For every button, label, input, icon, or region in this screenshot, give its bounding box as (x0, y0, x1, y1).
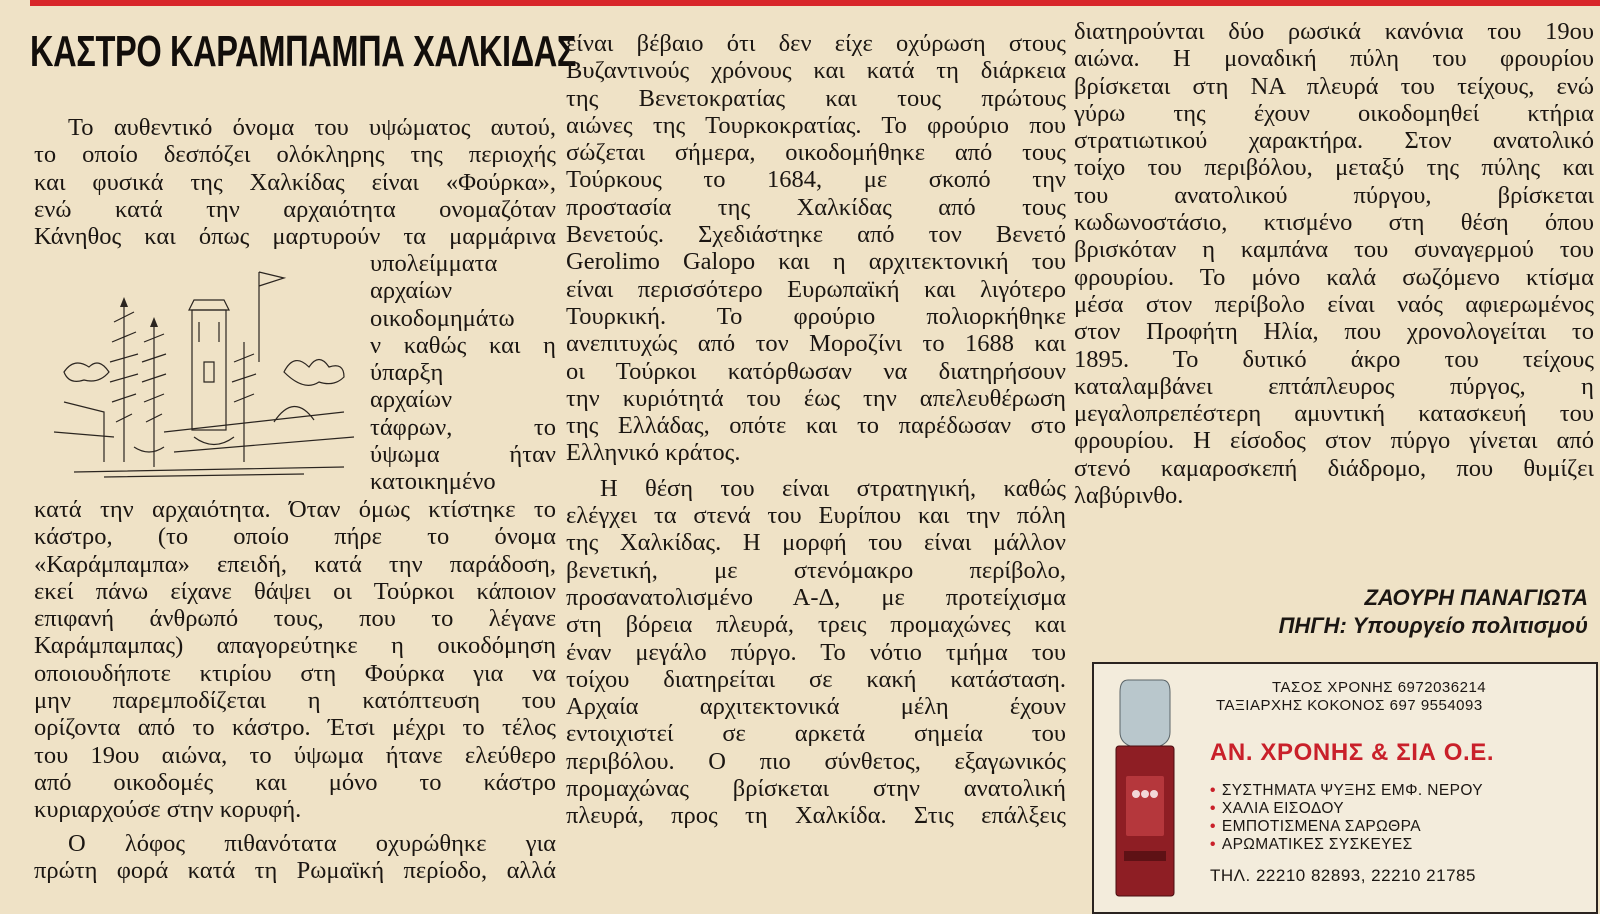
product-item (1210, 782, 1483, 800)
text-line: του 19ου αιώνα, το ύψωμα ήτανε ελεύθερο (34, 741, 556, 769)
bullet-icon: • (1210, 800, 1216, 817)
text-line: τάφρων, το (370, 413, 556, 441)
text-line: Αρχαία αρχιτεκτονικά μέλη έχουν (566, 693, 1066, 721)
text-line: ύψωμα ήταν (370, 441, 556, 469)
text-line: αρχαίων (370, 386, 453, 414)
product-list (1210, 782, 1483, 854)
text-line: οι Τούρκοι κατόρθωσαν να διατηρήσουν (566, 357, 1066, 385)
text-line: περιβόλου. Ο πιο σύνθετος, εξαγωνικός (566, 747, 1066, 775)
text-line: 1895. Το δυτικό άκρο του τείχους (1074, 345, 1594, 373)
text-line: εντοιχιστεί σε αρκετά σημεία του (566, 720, 1066, 748)
text-line: Το αυθεντικό όνομα του υψώματος αυτού, (68, 114, 556, 141)
text-line: Gerolimo Galopo και η αρχιτεκτονική του (566, 248, 1066, 276)
castle-sketch-illustration (44, 262, 364, 484)
text-line: αρχαίων (370, 277, 453, 305)
text-line: είναι βέβαιο ότι δεν είχε οχύρωση στους (566, 30, 1066, 57)
text-line: ορίζοντα από το κάστρο. Έτσι μέχρι το τέλος (34, 714, 556, 742)
text-line: κατοικημένο (370, 468, 496, 496)
text-line: βρίσκεται στη ΝΑ πλευρά του τείχους, ενώ (1074, 72, 1594, 100)
column-2-paragraph-1 (566, 30, 1066, 467)
text-line: μέσα στον περίβολο είναι ναός αφιερωμένος (1074, 290, 1594, 318)
text-line: γύρω της έχουν οικοδομηθεί κτήρια (1074, 99, 1594, 127)
text-line: διατηρούνται δύο ρωσικά κανόνια του 19ου (1074, 18, 1594, 45)
text-line: της Ελλάδας, οπότε και το παρέδωσαν στο (566, 412, 1066, 440)
advertisement-box (1092, 662, 1598, 914)
text-line: είναι περισσότερο Ευρωπαϊκή και λιγότερο (566, 275, 1066, 303)
text-line: λαβύρινθο. (1074, 482, 1184, 510)
contact-line-2: ΤΑΞΙΑΡΧΗΣ ΚΟΚΟΝΟΣ 697 9554093 (1216, 697, 1483, 714)
text-line: φρουρίου. Η είσοδος στον πύργο γίνεται από (1074, 427, 1594, 455)
text-line: μην παρεμποδίζεται η κατόπτευση του (34, 687, 556, 715)
text-line: μεγαλοπρεπέστερη αμυντική κατασκευή του (1074, 400, 1594, 428)
text-line: έναν μεγάλο πύργο. Το νότιο τμήμα του (566, 638, 1066, 666)
product-item (1210, 800, 1483, 818)
product-label: ΧΑΛΙΑ ΕΙΣΟΔΟΥ (1221, 800, 1345, 817)
text-line: στενό καμαροσκεπή διάδρομο, που θυμίζει (1074, 454, 1594, 482)
product-item (1210, 818, 1483, 836)
source-credit: ΠΗΓΗ: Υπουργείο πολιτισμού (1278, 613, 1588, 638)
text-line: Ελληνικό κράτος. (566, 439, 741, 467)
column-1-narrow-wrap (370, 250, 556, 496)
text-line: κατά την αρχαιότητα. Όταν όμως κτίστηκε το (34, 496, 556, 523)
contact-line-1: ΤΑΣΟΣ ΧΡΟΝΗΣ 6972036214 (1272, 679, 1487, 696)
company-name: ΑΝ. ΧΡΟΝΗΣ & ΣΙΑ Ο.Ε. (1210, 739, 1495, 766)
column-2 (566, 30, 1066, 830)
text-line: ύπαρξη (370, 359, 444, 387)
product-item (1210, 836, 1483, 854)
column-2-paragraph-2 (566, 475, 1066, 830)
text-line: κάστρο, (το οποίο πήρε το όνομα (34, 523, 556, 551)
bullet-icon: • (1210, 836, 1216, 853)
text-line: Ο λόφος πιθανότατα οχυρώθηκε για (68, 830, 556, 857)
text-line: ενώ κατά την αρχαιότητα ονομαζόταν (34, 195, 556, 223)
product-label: ΕΜΠΟΤΙΣΜΕΝΑ ΣΑΡΩΘΡΑ (1221, 818, 1421, 835)
product-label: ΣΥΣΤΗΜΑΤΑ ΨΥΞΗΣ ΕΜΦ. ΝΕΡΟΥ (1221, 782, 1484, 799)
text-line: κυριαρχούσε στην κορυφή. (34, 796, 302, 824)
text-line: τοίχου διατηρείται σε κακή κατάσταση. (566, 665, 1066, 693)
text-line: προμαχώνας βρίσκεται στην ανατολική (566, 775, 1066, 803)
product-label: ΑΡΩΜΑΤΙΚΕΣ ΣΥΣΚΕΥΕΣ (1221, 836, 1413, 853)
text-line: πλευρά, προς τη Χαλκίδα. Στις επάλξεις (566, 802, 1066, 830)
text-line: καταλαμβάνει επτάπλευρος πύργος, η (1074, 372, 1594, 400)
column-1-bottom (34, 496, 556, 824)
text-line: οικοδομημάτω (370, 304, 515, 332)
article-title: ΚΑΣΤΡΟ ΚΑΡΑΜΠΑΜΠΑ ΧΑΛΚΙΔΑΣ (30, 27, 577, 76)
text-line: Τούρκους το 1684, με σκοπό την (566, 166, 1066, 194)
bullet-icon: • (1210, 818, 1216, 835)
text-line: αιώνες της Τουρκοκρατίας. Το φρούριο που (566, 111, 1066, 139)
text-line: βρισκόταν η καμπάνα του συναγερμού του (1074, 236, 1594, 264)
text-line: και φυσικά της Χαλκίδας είναι «Φούρκα», (34, 168, 556, 196)
column-1-top (34, 114, 556, 250)
text-line: την κυριότητά του έως την απελευθέρωση (566, 384, 1066, 412)
top-red-rule (30, 0, 1600, 6)
text-line: πρώτη φορά κατά τη Ρωμαϊκή περίοδο, αλλά (34, 857, 556, 885)
author-byline: ΖΑΟΥΡΗ ΠΑΝΑΓΙΩΤΑ (1364, 585, 1588, 610)
text-line: Καράμπαμπας) απαγορεύτηκε η οικοδόμηση (34, 632, 556, 660)
text-line: προστασία της Χαλκίδας από τους (566, 193, 1066, 221)
text-line: προσανατολισμένο Α-Δ, με προτείχισμα (566, 583, 1066, 611)
text-line: Η θέση του είναι στρατηγική, καθώς (600, 474, 1066, 502)
column-1-paragraph-2 (34, 830, 556, 885)
text-line: Τουρκική. Το φρούριο πολιορκήθηκε (566, 302, 1066, 330)
text-line: βενετική, με στενόμακρο περίβολο, (566, 556, 1066, 584)
text-line: της Βενετοκρατίας και τους πρώτους (566, 84, 1066, 112)
text-line: Κάνηθος και όπως μαρτυρούν τα μαρμάρινα (34, 223, 556, 251)
text-line: σώζεται σήμερα, οικοδομήθηκε από τους (566, 139, 1066, 167)
text-line: Βενετούς. Σχεδιάστηκε από τον Βενετό (566, 221, 1066, 249)
text-line: τοίχο του περιβόλου, μεταξύ της πύλης και (1074, 154, 1594, 182)
text-line: στη βόρεια πλευρά, τρεις προμαχώνες και (566, 611, 1066, 639)
text-line: το οποίο δεσπόζει ολόκληρης της περιοχής (34, 141, 556, 169)
water-cooler-icon (1110, 676, 1180, 902)
text-line: ανεπιτυχώς από τον Μοροζίνι το 1688 και (566, 330, 1066, 358)
text-line: στον Προφήτη Ηλία, που χρονολογείται το (1074, 318, 1594, 346)
text-line: της Χαλκίδας. Η μορφή του είναι μάλλον (566, 529, 1066, 557)
text-line: του ανατολικού πύργου, βρίσκεται (1074, 181, 1594, 209)
text-line: από οικοδομές και μόνο το κάστρο (34, 768, 556, 796)
text-line: αιώνα. Η μοναδική πύλη του φρουρίου (1074, 45, 1594, 73)
text-line: φρουρίου. Το μόνο καλά σωζόμενο κτίσμα (1074, 263, 1594, 291)
text-line: εκεί πάνω είχανε θάψει οι Τούρκοι κάποιον (34, 577, 556, 605)
text-line: υπολείμματα (370, 250, 498, 277)
text-line: κωδωνοστάσιο, κτισμένο στη θέση όπου (1074, 209, 1594, 237)
text-line: Βυζαντινούς χρόνους και κατά τη διάρκεια (566, 57, 1066, 85)
text-line: επιφανή άνθρωπό τους, που το λέγανε (34, 605, 556, 633)
text-line: οποιουδήποτε κτιρίου στη Φούρκα για να (34, 659, 556, 687)
text-line: ελέγχει τα στενά του Ευρίπου και την πόλη (566, 502, 1066, 530)
bullet-icon: • (1210, 782, 1216, 799)
text-line: «Καράμπαμπα» επειδή, κατά την παράδοση, (34, 550, 556, 578)
text-line: στρατιωτικού χαρακτήρα. Στον ανατολικό (1074, 127, 1594, 155)
column-3 (1074, 18, 1594, 509)
text-line: ν καθώς και η (370, 331, 556, 359)
phone-numbers: ΤΗΛ. 22210 82893, 22210 21785 (1210, 866, 1476, 885)
